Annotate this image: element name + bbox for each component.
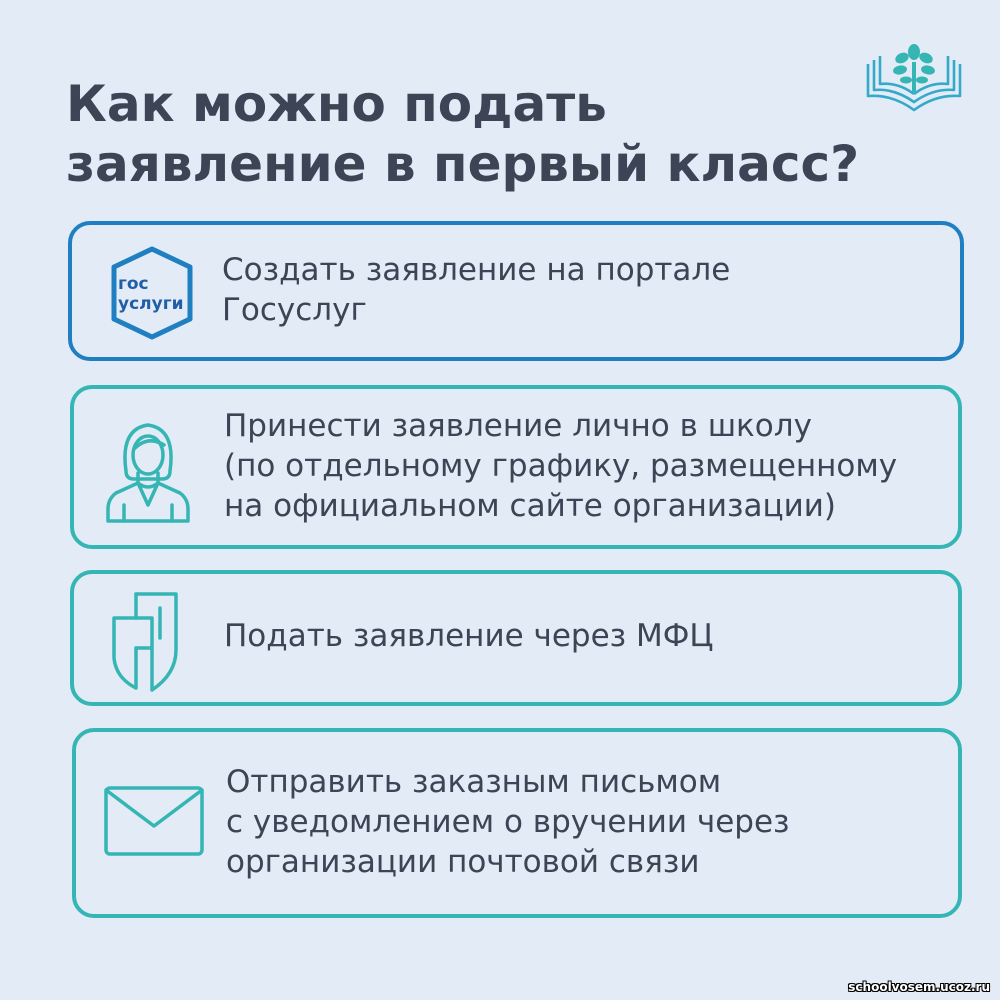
option-text-line: с уведомлением о вручении через (226, 804, 790, 840)
open-book-tree-icon (862, 40, 966, 116)
page-title-line-1: Как можно подать (66, 75, 607, 133)
option-text-line: Отправить заказным письмом (226, 764, 722, 800)
mfc-icon (106, 588, 190, 696)
option-text (224, 406, 897, 526)
option-text-line: Создать заявление на портале (222, 252, 731, 288)
option-text-line: (по отдельному графику, размещенному (224, 448, 898, 484)
option-text (224, 616, 714, 656)
option-text-line: организации почтовой связи (226, 844, 700, 880)
gosuslugi-icon-text-bottom: услуги (118, 294, 184, 314)
option-text (222, 250, 730, 330)
option-card-mail (72, 728, 962, 918)
person-icon (102, 409, 194, 527)
option-text (226, 762, 790, 882)
gosuslugi-icon (102, 243, 202, 343)
envelope-icon (102, 784, 206, 858)
option-text-line: на официальном сайте организации) (224, 488, 837, 524)
option-card-in-person (70, 385, 962, 549)
option-card-gosuslugi (68, 221, 964, 361)
page-title-line-2: заявление в первый класс? (66, 135, 860, 193)
option-card-mfc (70, 570, 962, 706)
gosuslugi-icon-text-top: гос (118, 274, 149, 294)
watermark: schoolvosem.ucoz.ru (848, 980, 990, 994)
option-text-line: Подать заявление через МФЦ (224, 618, 714, 654)
page-title (66, 74, 859, 194)
option-text-line: Госуслуг (222, 292, 367, 328)
option-text-line: Принести заявление лично в школу (224, 408, 812, 444)
